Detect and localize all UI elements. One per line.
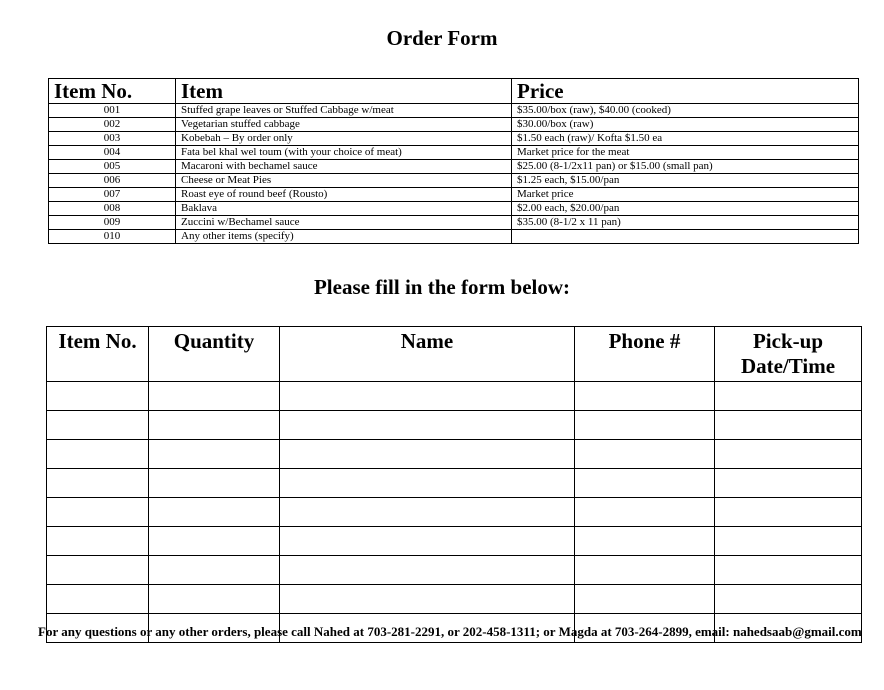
order-header-row: [47, 327, 862, 382]
order-cell-pickup[interactable]: [715, 585, 862, 614]
order-row: [47, 585, 862, 614]
menu-cell-item-no: 007: [49, 188, 176, 202]
order-row: [47, 440, 862, 469]
form-subtitle: Please fill in the form below:: [313, 275, 571, 299]
menu-row: [49, 174, 859, 188]
contact-footer: For any questions or any other orders, please call Nahed at 703-281-2291, or 202-458-1311; or Magda at 703-264-2899, email: nahedsaab@gmail.com: [38, 624, 862, 639]
order-cell-phone[interactable]: [575, 411, 715, 440]
order-row: [47, 469, 862, 498]
menu-cell-item: Cheese or Meat Pies: [176, 174, 512, 188]
order-cell-phone[interactable]: [575, 382, 715, 411]
menu-cell-item-no: 002: [49, 118, 176, 132]
menu-cell-item: Stuffed grape leaves or Stuffed Cabbage w/meat: [176, 104, 512, 118]
order-cell-item-no[interactable]: [47, 585, 149, 614]
menu-cell-item: Fata bel khal wel toum (with your choice of meat): [176, 146, 512, 160]
menu-cell-item-no: 003: [49, 132, 176, 146]
menu-cell-price: $35.00/box (raw), $40.00 (cooked): [512, 104, 859, 118]
order-cell-pickup[interactable]: [715, 527, 862, 556]
order-cell-name[interactable]: [280, 440, 575, 469]
order-cell-phone[interactable]: [575, 585, 715, 614]
order-table: [46, 326, 862, 643]
order-cell-phone[interactable]: [575, 527, 715, 556]
menu-cell-item-no: 005: [49, 160, 176, 174]
order-cell-name[interactable]: [280, 382, 575, 411]
order-header-pickup: Pick-up Date/Time: [715, 327, 862, 382]
order-cell-pickup[interactable]: [715, 411, 862, 440]
menu-row: [49, 188, 859, 202]
menu-cell-item-no: 008: [49, 202, 176, 216]
menu-cell-price: $1.50 each (raw)/ Kofta $1.50 ea: [512, 132, 859, 146]
menu-cell-price: $25.00 (8-1/2x11 pan) or $15.00 (small pan): [512, 160, 859, 174]
order-cell-item-no[interactable]: [47, 411, 149, 440]
order-row: [47, 527, 862, 556]
order-row: [47, 411, 862, 440]
menu-cell-item-no: 010: [49, 230, 176, 244]
menu-cell-item: Baklava: [176, 202, 512, 216]
order-cell-item-no[interactable]: [47, 469, 149, 498]
order-cell-pickup[interactable]: [715, 498, 862, 527]
order-cell-name[interactable]: [280, 498, 575, 527]
order-header-name: Name: [280, 327, 575, 382]
order-header-item-no: Item No.: [47, 327, 149, 382]
menu-cell-price: $35.00 (8-1/2 x 11 pan): [512, 216, 859, 230]
menu-cell-item: Vegetarian stuffed cabbage: [176, 118, 512, 132]
menu-header-item: Item: [176, 79, 512, 104]
menu-cell-item: Zuccini w/Bechamel sauce: [176, 216, 512, 230]
order-row: [47, 382, 862, 411]
menu-cell-item-no: 004: [49, 146, 176, 160]
order-header-phone: Phone #: [575, 327, 715, 382]
order-row: [47, 498, 862, 527]
order-cell-phone[interactable]: [575, 440, 715, 469]
order-cell-item-no[interactable]: [47, 440, 149, 469]
order-row: [47, 556, 862, 585]
order-cell-quantity[interactable]: [149, 440, 280, 469]
order-cell-name[interactable]: [280, 556, 575, 585]
menu-row: [49, 118, 859, 132]
order-cell-phone[interactable]: [575, 469, 715, 498]
order-cell-pickup[interactable]: [715, 469, 862, 498]
order-cell-phone[interactable]: [575, 556, 715, 585]
order-cell-item-no[interactable]: [47, 556, 149, 585]
order-cell-pickup[interactable]: [715, 440, 862, 469]
order-header-quantity: Quantity: [149, 327, 280, 382]
menu-body: [49, 104, 859, 244]
menu-cell-item: Macaroni with bechamel sauce: [176, 160, 512, 174]
order-cell-pickup[interactable]: [715, 382, 862, 411]
order-cell-name[interactable]: [280, 411, 575, 440]
order-cell-quantity[interactable]: [149, 556, 280, 585]
menu-cell-item: Kobebah – By order only: [176, 132, 512, 146]
order-cell-pickup[interactable]: [715, 556, 862, 585]
order-cell-item-no[interactable]: [47, 527, 149, 556]
order-cell-item-no[interactable]: [47, 498, 149, 527]
menu-row: [49, 202, 859, 216]
menu-row: [49, 132, 859, 146]
menu-table: [48, 78, 859, 244]
menu-row: [49, 216, 859, 230]
menu-header-row: [49, 79, 859, 104]
menu-cell-item-no: 001: [49, 104, 176, 118]
order-cell-item-no[interactable]: [47, 382, 149, 411]
menu-cell-price: Market price for the meat: [512, 146, 859, 160]
order-cell-quantity[interactable]: [149, 498, 280, 527]
order-cell-quantity[interactable]: [149, 469, 280, 498]
menu-row: [49, 146, 859, 160]
menu-cell-price: $2.00 each, $20.00/pan: [512, 202, 859, 216]
menu-cell-item-no: 009: [49, 216, 176, 230]
order-cell-phone[interactable]: [575, 498, 715, 527]
order-cell-name[interactable]: [280, 585, 575, 614]
order-cell-name[interactable]: [280, 469, 575, 498]
menu-cell-price: [512, 230, 859, 244]
menu-cell-price: $30.00/box (raw): [512, 118, 859, 132]
menu-cell-price: $1.25 each, $15.00/pan: [512, 174, 859, 188]
menu-row: [49, 104, 859, 118]
order-cell-quantity[interactable]: [149, 527, 280, 556]
menu-cell-item: Roast eye of round beef (Rousto): [176, 188, 512, 202]
menu-cell-item-no: 006: [49, 174, 176, 188]
menu-header-item-no: Item No.: [49, 79, 176, 104]
menu-cell-item: Any other items (specify): [176, 230, 512, 244]
menu-header-price: Price: [512, 79, 859, 104]
order-cell-quantity[interactable]: [149, 411, 280, 440]
menu-row: [49, 160, 859, 174]
form-title: Order Form: [386, 26, 498, 50]
order-body: [47, 382, 862, 643]
order-cell-quantity[interactable]: [149, 585, 280, 614]
order-cell-quantity[interactable]: [149, 382, 280, 411]
menu-row: [49, 230, 859, 244]
order-cell-name[interactable]: [280, 527, 575, 556]
menu-cell-price: Market price: [512, 188, 859, 202]
